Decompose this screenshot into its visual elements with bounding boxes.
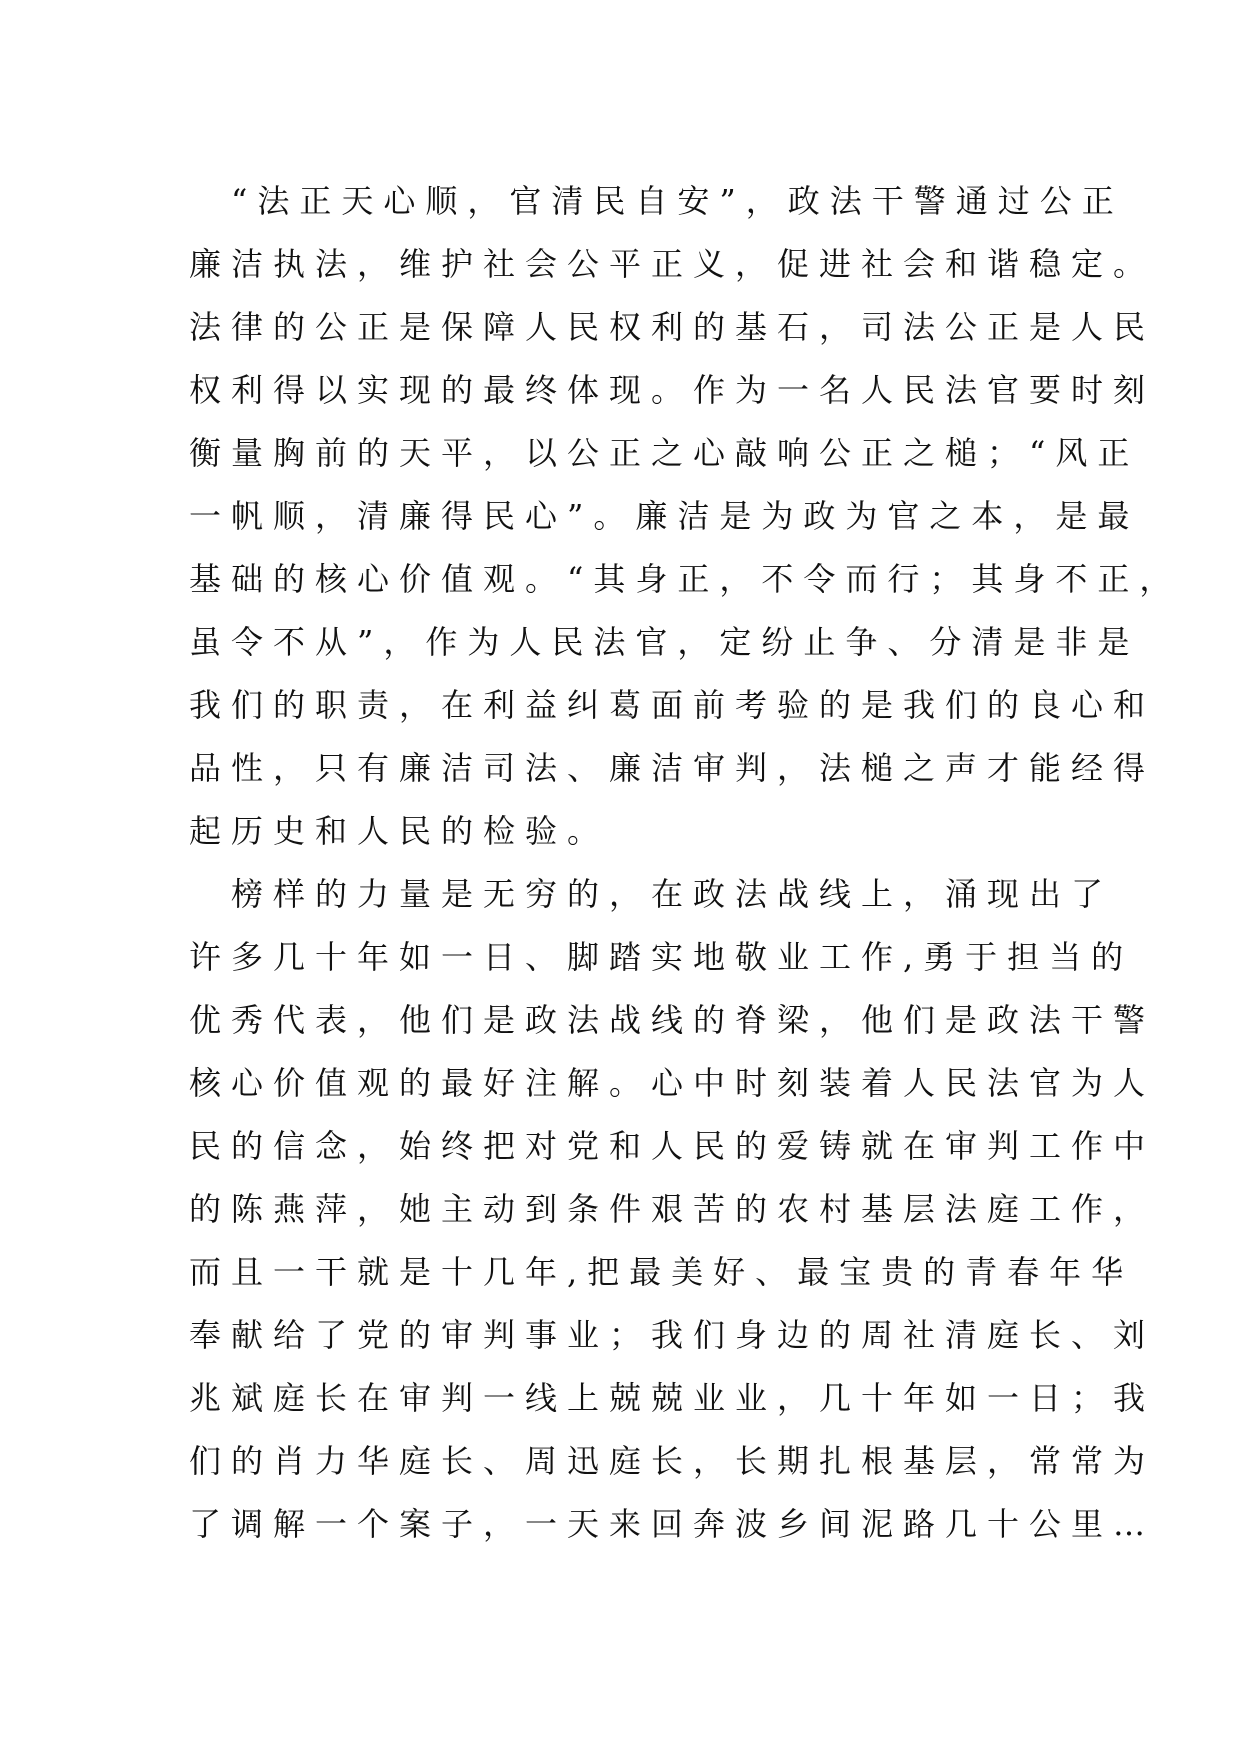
paragraph-1 [189, 170, 1182, 863]
text-line: “法正天心顺，官清民自安”，政法干警通过公正 [189, 182, 1124, 220]
text-line: 民的信念，始终把对党和人民的爱铸就在审判工作中 [189, 1127, 1156, 1165]
body-text [189, 170, 1182, 1556]
text-line: 兆斌庭长在审判一线上兢兢业业，几十年如一日；我 [189, 1379, 1156, 1417]
text-line: 衡量胸前的天平，以公正之心敲响公正之槌；“风正 [189, 434, 1140, 472]
text-line: 权利得以实现的最终体现。作为一名人民法官要时刻 [189, 371, 1156, 409]
text-line: 榜样的力量是无穷的，在政法战线上，涌现出了 [189, 875, 1114, 913]
text-line: 法律的公正是保障人民权利的基石，司法公正是人民 [189, 308, 1156, 346]
text-line: 核心价值观的最好注解。心中时刻装着人民法官为人 [189, 1064, 1156, 1102]
text-line: 优秀代表，他们是政法战线的脊梁，他们是政法干警 [189, 1001, 1156, 1039]
text-line: 廉洁执法，维护社会公平正义，促进社会和谐稳定。 [189, 245, 1156, 283]
text-line: 虽令不从”，作为人民法官，定纷止争、分清是非是 [189, 623, 1140, 661]
text-line: 许多几十年如一日、脚踏实地敬业工作,勇于担当的 [189, 938, 1134, 976]
text-line: 了调解一个案子，一天来回奔波乡间泥路几十公里… [189, 1505, 1156, 1543]
text-line: 我们的职责，在利益纠葛面前考验的是我们的良心和 [189, 686, 1156, 724]
text-line: 奉献给了党的审判事业；我们身边的周社清庭长、刘 [189, 1316, 1156, 1354]
text-line: 一帆顺，清廉得民心”。廉洁是为政为官之本，是最 [189, 497, 1140, 535]
text-line: 起历史和人民的检验。 [189, 812, 610, 850]
text-line: 们的肖力华庭长、周迅庭长，长期扎根基层，常常为 [189, 1442, 1156, 1480]
text-line: 基础的核心价值观。“其身正，不令而行；其身不正， [189, 560, 1182, 598]
paragraph-2 [189, 863, 1156, 1556]
text-line: 的陈燕萍，她主动到条件艰苦的农村基层法庭工作， [189, 1190, 1156, 1228]
text-line: 而且一干就是十几年,把最美好、最宝贵的青春年华 [189, 1253, 1134, 1291]
text-line: 品性，只有廉洁司法、廉洁审判，法槌之声才能经得 [189, 749, 1156, 787]
